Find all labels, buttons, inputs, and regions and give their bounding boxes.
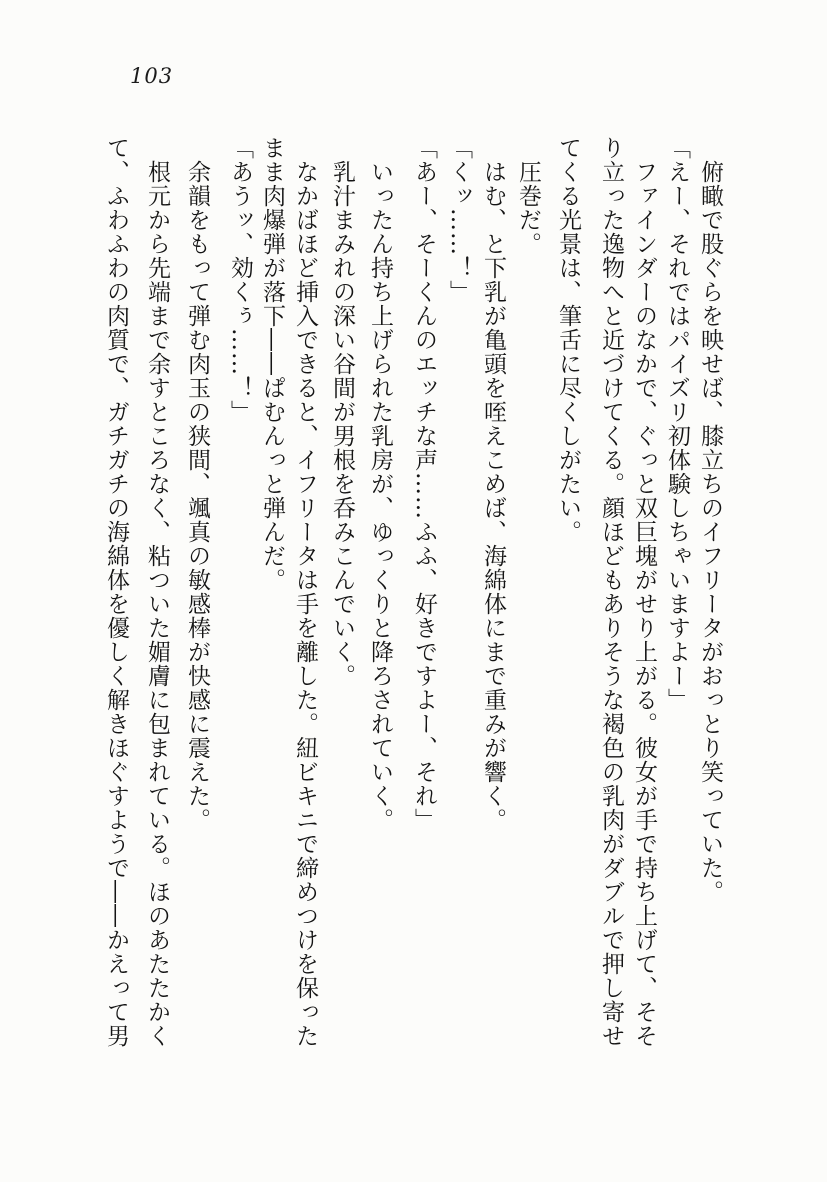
text-column-5: てくる光景は、筆舌に尽くしがたい。: [555, 136, 581, 544]
text-column-4: り立った逸物へと近づけてくる。顔ほどもありそうな褐色の乳肉がダブルで押し寄せ: [598, 136, 624, 1048]
text-column-2: 「えー、それではパイズリ初体験しちゃいますよー」: [664, 136, 690, 712]
page-number: 103: [130, 64, 174, 88]
text-column-3: ファインダーのなかで、ぐっと双巨塊がせり上がる。彼女が手で持ち上げて、そそ: [631, 160, 657, 1048]
text-column-10: いったん持ち上げられた乳房が、ゆっくりと降ろされていく。: [367, 160, 393, 832]
text-column-6: 圧巻だ。: [515, 160, 541, 256]
text-column-8: 「くッ……！」: [446, 136, 472, 304]
text-column-16: 根元から先端まで余すところなく、粘ついた媚膚に包まれている。ほのあたたかく: [144, 160, 170, 1048]
text-column-13: まま肉爆弾が落下――ぱむんっと弾んだ。: [259, 136, 285, 592]
text-column-14: 「あうッ、効くぅ……！」: [227, 136, 253, 424]
text-column-1: 俯瞰で股ぐらを映せば、膝立ちのイフリータがおっとり笑っていた。: [697, 160, 723, 904]
text-column-17: て、ふわふわの肉質で、ガチガチの海綿体を優しく解きほぐすようで――かえって男: [103, 136, 129, 1048]
text-column-9: 「あー、そーくんのエッチな声……ふふ、好きですよー、それ」: [411, 136, 437, 832]
text-column-11: 乳汁まみれの深い谷間が男根を呑みこんでいく。: [329, 160, 355, 688]
text-column-15: 余韻をもって弾む肉玉の狭間、颯真の敏感棒が快感に震えた。: [184, 160, 210, 832]
text-column-7: はむ、と下乳が亀頭を咥えこめば、海綿体にまで重みが響く。: [480, 160, 506, 832]
text-column-12: なかばほど挿入できると、イフリータは手を離した。紐ビキニで締めつけを保った: [292, 160, 318, 1048]
